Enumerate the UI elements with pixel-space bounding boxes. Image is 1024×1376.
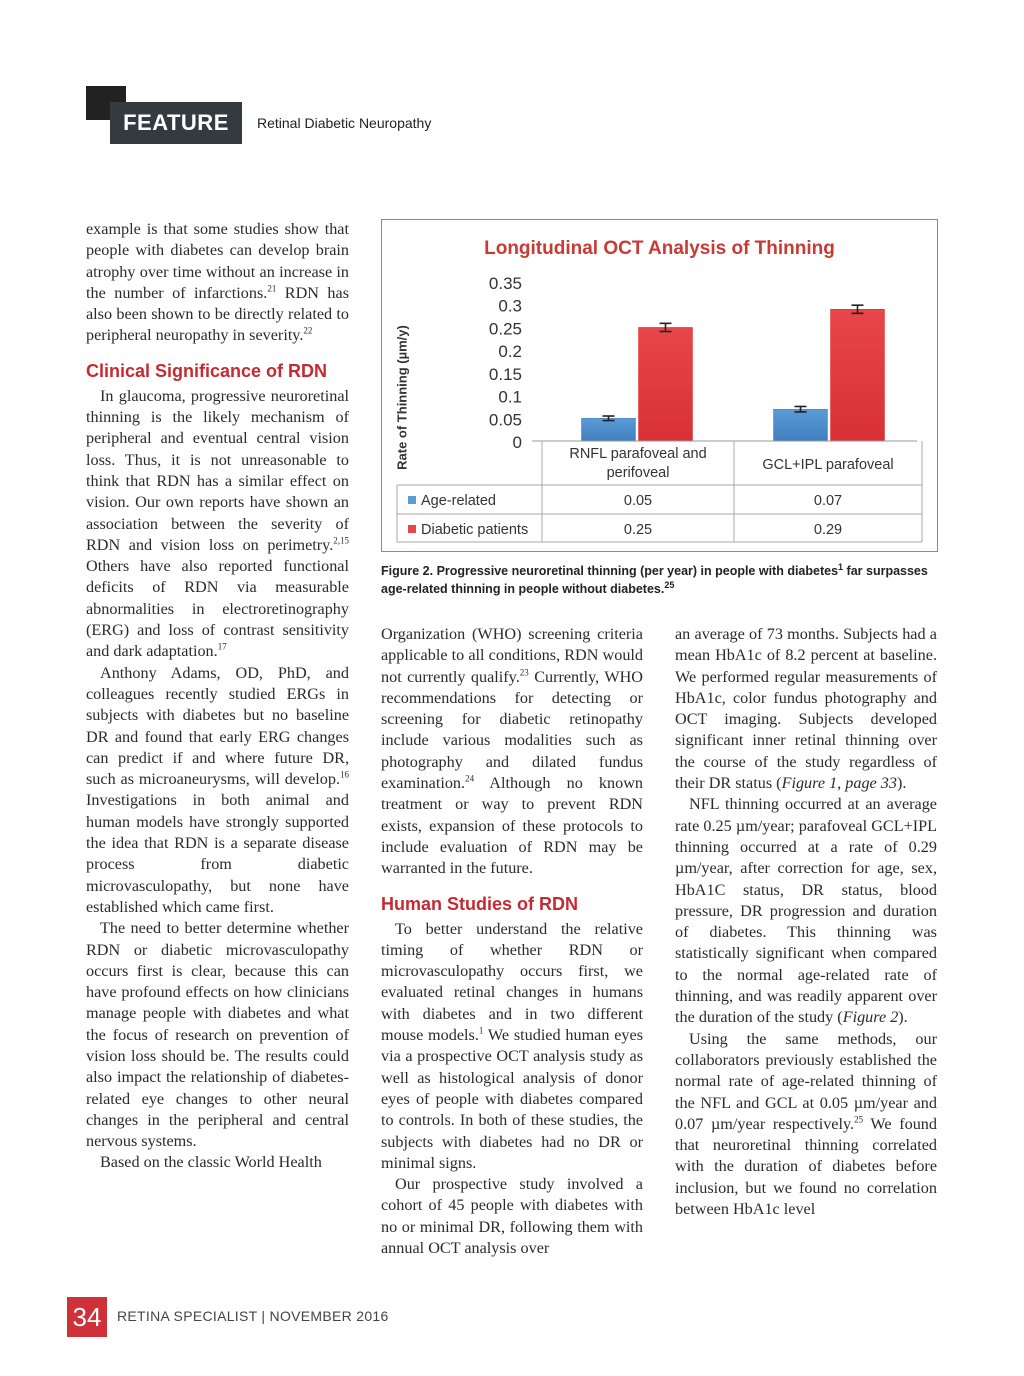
y-tick-label: 0.1 (498, 387, 522, 407)
article-running-title: Retinal Diabetic Neuropathy (257, 115, 432, 131)
paragraph: Based on the classic World Health (100, 1153, 322, 1172)
paragraph: Using the same methods, our collaborators previously established the normal rate of age-related thinning of the NFL and GCL at 0.05 µm/year and 0.07 µm/year respectively.$^{25}$ We found that neuroretinal thinning correlated with the duration of diabetes before inclusion, but we found no correlation between HbA1c level (675, 1029, 937, 1219)
legend-label: Age-related (421, 493, 496, 509)
paragraph: Our prospective study involved a cohort of 45 people with diabetes with no or minimal DR, following them with annual OCT analysis over (381, 1175, 643, 1258)
paragraph: The need to better determine whether RDN or diabetic microvasculopathy occurs first is clear, because this can have profound effects on how clinicians manage people with diabetes and what the focus of research on prevention of vision loss should be. The results could also impact the relationship of diabetes-related eye changes to other neural changes in the peripheral and central nervous systems. (86, 919, 349, 1151)
paragraph: In glaucoma, progressive neuroretinal thinning is the likely mechanism of peripheral and eventual central vision loss. Thus, it is not unreasonable to think that RDN has a similar effect on vision. Our own reports have shown an association between the severity of RDN and vision loss on perimetry.$^{2,15}$ Others have also reported functional deficits of RDN via measurable abnormalities in electroretinography (ERG) and loss of contrast sensitivity and dark adaptation.$^{17}$ (86, 386, 349, 661)
x-category-label: RNFL parafoveal and (569, 446, 707, 462)
y-tick-label: 0.35 (488, 274, 522, 293)
paragraph: Organization (WHO) screening criteria applicable to all conditions, RDN would not currently qualify.$^{23}$ Currently, WHO recommendations for detecting or screening for diabetic retinopathy include various modalities such as photography and dilated fundus examination.$^{24}$ Although no known treatment or way to prevent RDN exists, expansion of these protocols to include evaluation of RDN may be warranted in the future. (381, 625, 643, 878)
y-tick-label: 0.15 (488, 364, 522, 384)
legend-swatch (408, 496, 416, 504)
section-heading: Human Studies of RDN (381, 893, 579, 914)
figure-reference: Figure 2 (842, 1008, 899, 1027)
data-value-label: 0.29 (813, 522, 843, 538)
paragraph: NFL thinning occurred at an average rate 0.25 µm/year; parafoveal GCL+IPL thinning occurred at a rate of 0.29 µm/year, after correction for age, sex, HbA1C status, DR status, blood pressure, DR progression and duration of diabetes. This thinning was statistically significant when compared to the normal age-related rate of thinning, and was readily apparent over the duration of the study (Figure 2). (675, 795, 937, 1027)
bar-diabetic-0 (639, 327, 693, 441)
chart-title: Longitudinal OCT Analysis of Thinning (484, 238, 835, 259)
data-value-label: 0.05 (623, 493, 653, 509)
y-tick-label: 0 (512, 433, 522, 452)
legend-swatch (408, 525, 416, 533)
chart-plot (382, 220, 937, 551)
paragraph: example is that some studies show that people with diabetes can develop brain atrophy over time without an increase in the number of infarctions.$^{21}$ RDN has also been shown to be directly related to peripheral neuropathy in severity.$^{22}$ (86, 220, 349, 345)
section-heading: Clinical Significance of RDN (86, 360, 328, 381)
x-category-label: perifoveal (606, 465, 670, 481)
section-label: FEATURE (110, 102, 242, 144)
legend-label: Diabetic patients (421, 522, 529, 538)
column-3 (675, 624, 937, 1220)
y-tick-label: 0.2 (498, 342, 522, 362)
y-tick-label: 0.25 (488, 319, 522, 339)
y-tick-label: 0.3 (498, 296, 522, 316)
figure-reference: Figure 1, page 33 (781, 774, 897, 793)
column-1 (86, 219, 349, 1174)
data-value-label: 0.07 (813, 493, 843, 509)
figure-caption: Figure 2. Progressive neuroretinal thinning (per year) in people with diabetes$^1$ far surpasses age-related thinning in people without diabetes.$^{25}$ (381, 561, 928, 596)
bar-diabetic-1 (831, 309, 885, 441)
footer-publication: RETINA SPECIALIST | NOVEMBER 2016 (117, 1308, 389, 1324)
bar-age-related-1 (774, 409, 828, 441)
figure-2-chart (381, 219, 938, 552)
data-value-label: 0.25 (623, 522, 653, 538)
paragraph: Anthony Adams, OD, PhD, and colleagues recently studied ERGs in subjects with diabetes but no baseline DR and found that early ERG changes can predict if and where future DR, such as microaneurysms, will develop.$^{16}$ Investigations in both animal and human models have strongly supported the idea that RDN is a separate disease process from diabetic microvasculopathy, but none have established which came first. (86, 663, 349, 916)
column-2 (381, 624, 643, 1259)
y-tick-label: 0.05 (488, 410, 522, 430)
paragraph: an average of 73 months. Subjects had a mean HbA1c of 8.2 percent at baseline. We performed regular measurements of HbA1c, color fundus photography and OCT imaging. Subjects developed significant inner retinal thinning over the course of the study regardless of their DR status (Figure 1, page 33). (675, 625, 937, 793)
y-axis-label: Rate of Thinning (µm/y) (394, 325, 410, 470)
page-number: 34 (67, 1297, 107, 1337)
x-category-label: GCL+IPL parafoveal (762, 457, 894, 473)
bar-age-related-0 (582, 418, 636, 441)
paragraph: To better understand the relative timing of whether RDN or microvasculopathy occurs first, we evaluated retinal changes in humans with diabetes and in two different mouse models.$^1$ We studied human eyes via a prospective OCT analysis study as well as histological analysis of donor eyes of people with diabetes compared to controls. In both of these studies, the subjects with diabetes had no DR or minimal signs. (381, 919, 643, 1172)
